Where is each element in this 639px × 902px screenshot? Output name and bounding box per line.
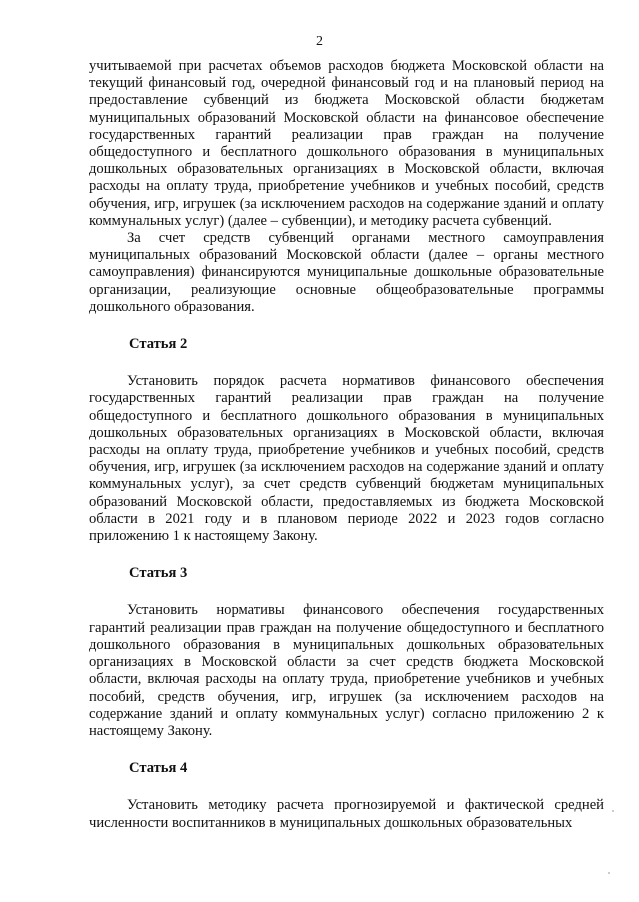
article-2-text: Установить порядок расчета нормативов финансового обеспечения государственных гарантий реализации прав граждан на получение общедоступного и бесплатного дошкольного образования в муниципальных дошкольных образовательных организациях в Московской области, включая расходы на оплату труда, приобретение учебников и учебных пособий, средств обучения, игр, игрушек (за исключением расходов на содержание зданий и оплату коммунальных услуг), за счет средств субвенций бюджетам муниципальных образований Московской области, предоставляемых из бюджета Московской области в 2021 году и в плановом периоде 2022 и 2023 годов согласно приложению 1 к настоящему Закону. <box>89 373 604 545</box>
document-body <box>89 58 604 832</box>
paragraph-continuation: учитываемой при расчетах объемов расходов бюджета Московской области на текущий финансовый год, очередной финансовый год и на плановый период на предоставление субвенций из бюджета Московской области бюджетам муниципальных образований Московской области на финансовое обеспечение государственных гарантий реализации прав граждан на получение общедоступного и бесплатного дошкольного образования в муниципальных дошкольных образовательных организациях в Московской области, включая расходы на оплату труда, приобретение учебников и учебных пособий, средств обучения, игр, игрушек (за исключением расходов на содержание зданий и оплату коммунальных услуг) (далее – субвенции), и методику расчета субвенций. <box>89 58 604 229</box>
paragraph-funding: За счет средств субвенций органами местного самоуправления муниципальных образований Московской области (далее – органы местного самоуправления) финансируются муниципальные дошкольные образовательные организации, реализующие основные общеобразовательные программы дошкольного образования. <box>89 230 604 315</box>
page-number: 2 <box>316 34 323 49</box>
scan-speck <box>608 872 610 874</box>
scan-speck <box>612 810 614 812</box>
article-2-heading: Статья 2 <box>129 336 188 353</box>
article-4-heading: Статья 4 <box>129 760 188 777</box>
article-4-text: Установить методику расчета прогнозируемой и фактической средней численности воспитанников в муниципальных дошкольных образовательных <box>89 797 604 831</box>
article-3-heading: Статья 3 <box>129 565 188 582</box>
article-3-text: Установить нормативы финансового обеспечения государственных гарантий реализации прав граждан на получение общедоступного и бесплатного дошкольного образования в муниципальных дошкольных образовательных организациях в Московской области за счет средств бюджета Московской области, включая расходы на оплату труда, приобретение учебников и учебных пособий, средств обучения, игр, игрушек (за исключением расходов на содержание зданий и оплату коммунальных услуг) согласно приложению 2 к настоящему Закону. <box>89 602 604 739</box>
